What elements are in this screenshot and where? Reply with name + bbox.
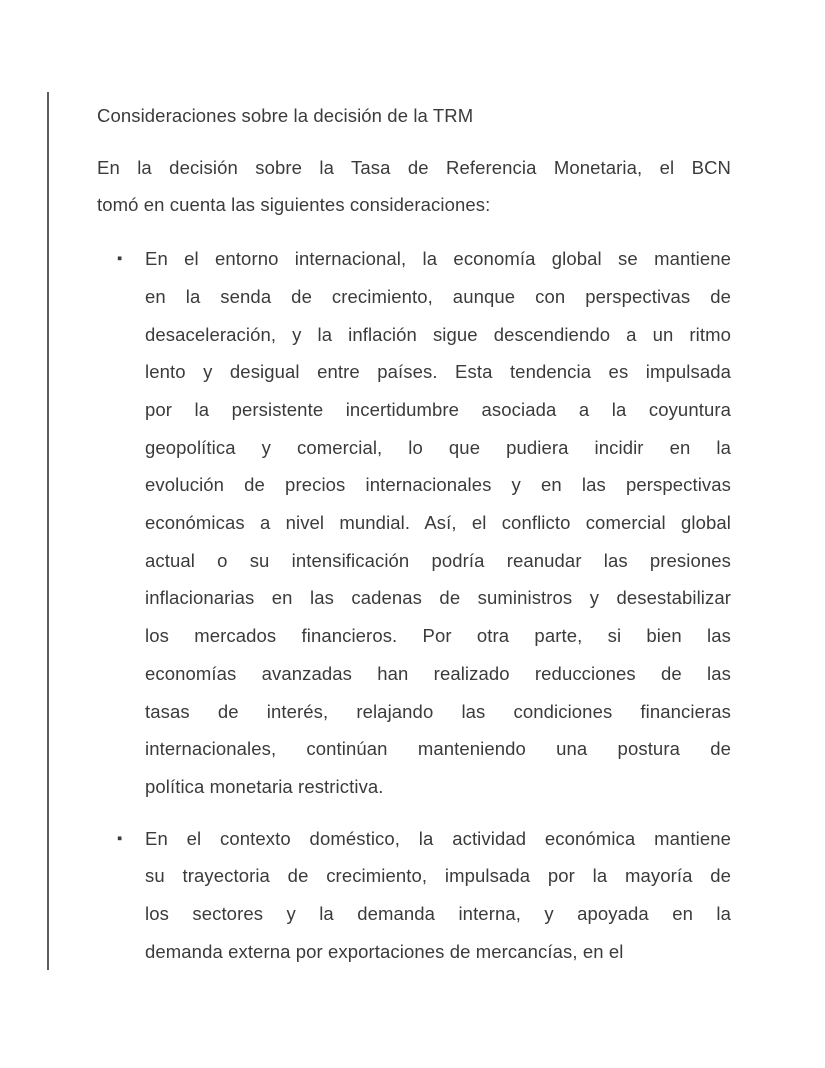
text-line: geopolítica y comercial, lo que pudiera incidir en la xyxy=(145,436,731,458)
text-line: evolución de precios internacionales y en las perspectivas xyxy=(145,474,731,496)
text-line: economías avanzadas han realizado reducciones de las xyxy=(145,662,731,684)
text-line: tomó en cuenta las siguientes consideraciones: xyxy=(97,194,491,216)
text-line: En la decisión sobre la Tasa de Referencia Monetaria, el BCN xyxy=(97,156,731,178)
text-line: En el entorno internacional, la economía global se mantiene xyxy=(145,248,731,270)
text-line: los mercados financieros. Por otra parte, si bien las xyxy=(145,625,731,647)
bullet-list xyxy=(97,240,731,970)
text-line: tasas de interés, relajando las condiciones financieras xyxy=(145,700,731,722)
bullet-text xyxy=(145,240,731,806)
text-line: desaceleración, y la inflación sigue descendiendo a un ritmo xyxy=(145,323,731,345)
bullet-item xyxy=(97,240,731,806)
text-line: lento y desigual entre países. Esta tendencia es impulsada xyxy=(145,361,731,383)
text-line: en la senda de crecimiento, aunque con perspectivas de xyxy=(145,285,731,307)
text-line: internacionales, continúan manteniendo una postura de xyxy=(145,738,731,760)
text-line: inflacionarias en las cadenas de suministros y desestabilizar xyxy=(145,587,731,609)
bullet-square-icon: ▪ xyxy=(117,829,123,847)
text-line: su trayectoria de crecimiento, impulsada por la mayoría de xyxy=(145,865,731,887)
bullet-text xyxy=(145,820,731,971)
text-line: demanda externa por exportaciones de mercancías, en el xyxy=(145,940,624,962)
bullet-item xyxy=(97,820,731,971)
text-line: los sectores y la demanda interna, y apoyada en la xyxy=(145,903,731,925)
text-line: económicas a nivel mundial. Así, el conflicto comercial global xyxy=(145,512,731,534)
text-line: actual o su intensificación podría reanudar las presiones xyxy=(145,549,731,571)
bullet-square-icon: ▪ xyxy=(117,250,123,268)
intro-paragraph xyxy=(97,149,731,224)
text-line: por la persistente incertidumbre asociada a la coyuntura xyxy=(145,398,731,420)
text-line: En el contexto doméstico, la actividad económica mantiene xyxy=(145,827,731,849)
page-content xyxy=(97,97,731,970)
text-line: política monetaria restrictiva. xyxy=(145,775,384,797)
left-margin-rule xyxy=(47,92,49,970)
section-title: Consideraciones sobre la decisión de la TRM xyxy=(97,105,474,126)
